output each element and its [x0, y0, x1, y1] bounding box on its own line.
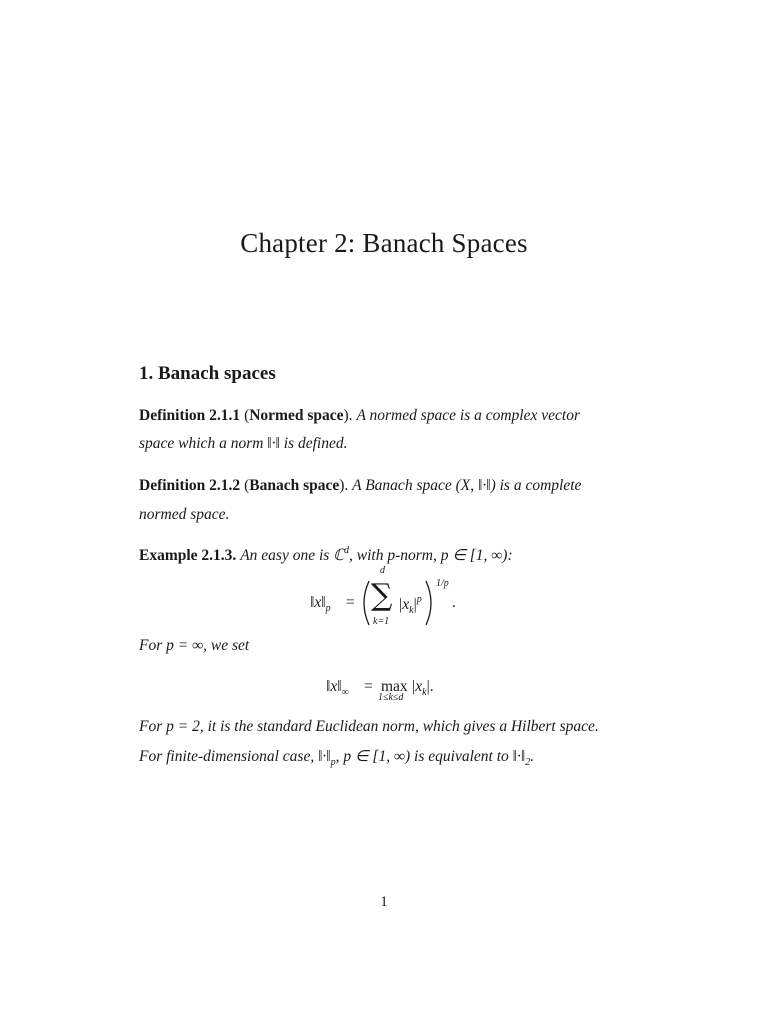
max-subscript: 1≤k≤d	[378, 692, 404, 703]
sum-upper-limit: d	[380, 565, 385, 576]
example-text-a: An easy one is ℂ	[240, 547, 344, 564]
supnorm-lhs-sub: ∞	[341, 687, 349, 698]
pnorm-equals: =	[346, 594, 355, 611]
example-text-b: , with p-norm, p ∈ [1, ∞):	[349, 547, 513, 564]
sum-term	[398, 594, 422, 616]
supnorm-rhs-sub: k	[422, 687, 427, 698]
definition-2-label: Definition 2.1.2	[139, 477, 241, 494]
definition-1-line-1: Definition 2.1.1 (Normed space). A normed space is a complex vector	[139, 407, 580, 424]
sum-sigma: ∑	[371, 578, 393, 613]
equivalence-sub-p: p	[330, 757, 336, 768]
equivalence-sub-2: 2	[525, 757, 531, 768]
left-paren	[358, 579, 372, 627]
definition-2-name: Banach space	[249, 477, 340, 494]
supnorm-rhs	[411, 678, 434, 698]
sum-term-base: |x	[398, 596, 410, 613]
equivalence-text-b: , p ∈ [1, ∞) is equivalent to ‖·‖	[335, 748, 526, 765]
example-label: Example 2.1.3.	[139, 547, 237, 564]
definition-1-label: Definition 2.1.1	[139, 407, 241, 424]
sum-lower-limit: k=1	[373, 616, 390, 627]
definition-1-text-1: A normed space is a complex vector	[356, 407, 580, 424]
pnorm-lhs	[310, 594, 331, 614]
supnorm-rhs-end: |.	[426, 678, 434, 695]
definition-2-line-2: normed space.	[139, 506, 230, 523]
definition-2-text-1: A Banach space (X, ‖·‖) is a complete	[352, 477, 582, 494]
outer-exponent: 1/p	[436, 578, 449, 589]
example-line	[139, 545, 513, 565]
sum-term-end: |	[413, 596, 417, 613]
euclidean-paragraph: For p = 2, it is the standard Euclidean norm, which gives a Hilbert space.	[139, 718, 599, 735]
pnorm-lhs-sub: p	[325, 603, 331, 614]
sum-term-sup: p	[416, 594, 422, 605]
example-text-sup: d	[344, 545, 349, 556]
supnorm-equals: =	[364, 678, 373, 695]
pnorm-period: .	[452, 594, 456, 611]
chapter-title: Chapter 2: Banach Spaces	[240, 228, 528, 258]
definition-1-line-2: space which a norm ‖·‖ is defined.	[139, 435, 348, 452]
text-p-infinity: For p = ∞, we set	[139, 637, 250, 654]
definition-2-line-1: Definition 2.1.2 (Banach space). A Banach space (X, ‖·‖) is a complete	[139, 477, 582, 494]
page-number: 1	[380, 894, 388, 910]
equivalence-paragraph	[139, 747, 534, 768]
max-operator: max	[381, 678, 408, 695]
right-paren	[423, 579, 437, 627]
supnorm-rhs-base: |x	[411, 678, 423, 695]
equivalence-text-a: For finite-dimensional case, ‖·‖	[139, 748, 331, 765]
equivalence-text-c: .	[530, 748, 535, 765]
pnorm-lhs-text: ‖x‖	[310, 594, 326, 611]
sum-term-sub: k	[409, 605, 414, 616]
supnorm-lhs	[326, 678, 349, 698]
supnorm-lhs-text: ‖x‖	[326, 678, 342, 695]
definition-1-name: Normed space	[249, 407, 344, 424]
section-title: 1. Banach spaces	[139, 363, 276, 384]
